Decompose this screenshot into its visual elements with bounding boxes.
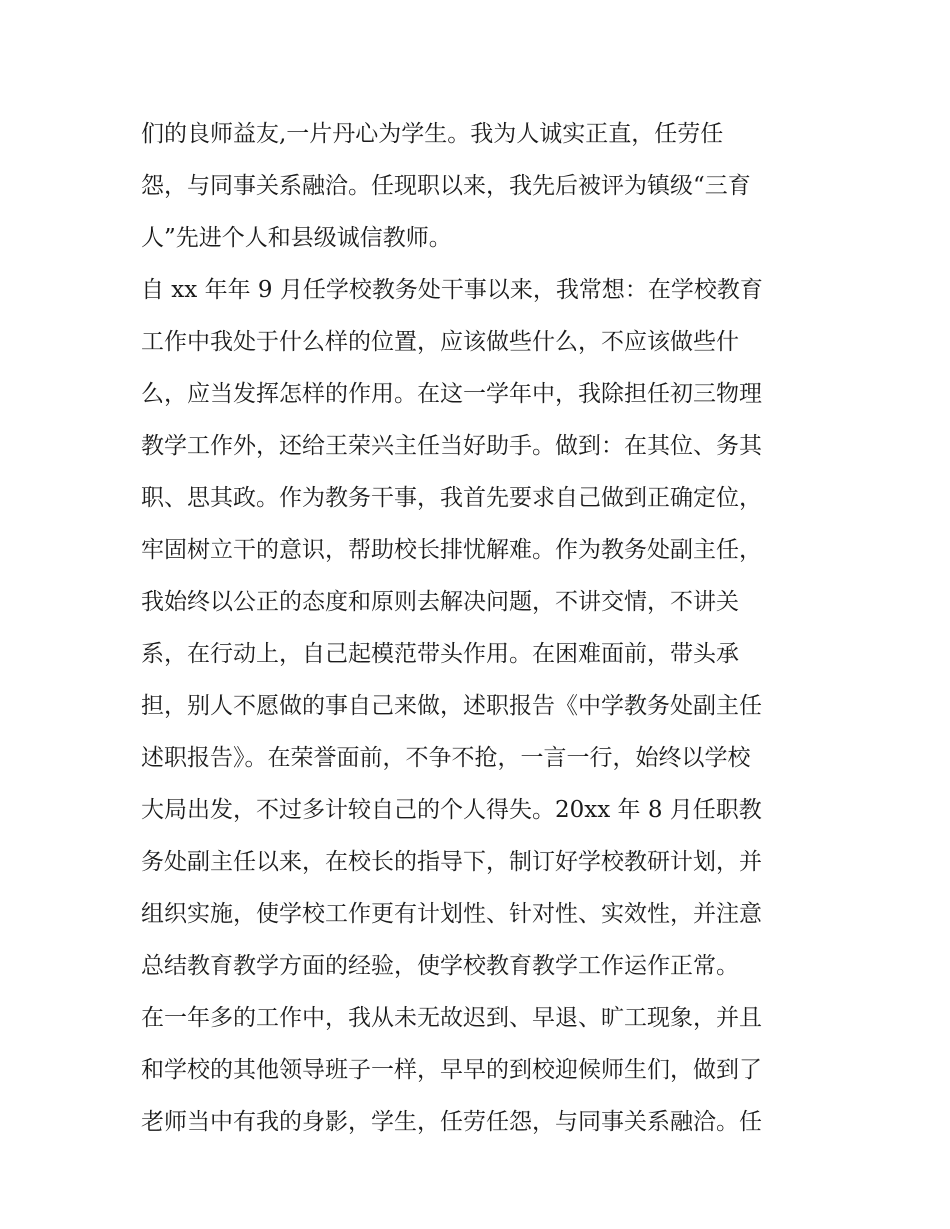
text-line: 系，在行动上，自己起模范带头作用。在困难面前，带头承 xyxy=(141,641,739,667)
text-line: 教学工作外，还给王荣兴主任当好助手。做到：在其位、务其 xyxy=(141,433,762,459)
document-body xyxy=(141,108,816,1148)
text-line: 怨，与同事关系融洽。任现职以来，我先后被评为镇级“三育 xyxy=(141,173,751,199)
text-line: 和学校的其他领导班子一样，早早的到校迎候师生们，做到了 xyxy=(141,1057,762,1083)
text-line: 职、思其政。作为教务干事，我首先要求自己做到正确定位， xyxy=(141,485,762,511)
text-line: 工作中我处于什么样的位置，应该做些什么，不应该做些什 xyxy=(141,329,739,355)
text-line: 们的良师益友,一片丹心为学生。我为人诚实正直，任劳任 xyxy=(141,121,724,147)
text-line: 么，应当发挥怎样的作用。在这一学年中，我除担任初三物理 xyxy=(141,381,762,407)
text-line: 老师当中有我的身影，学生，任劳任怨，与同事关系融洽。任 xyxy=(141,1109,762,1135)
text-line: 述职报告》。在荣誉面前，不争不抢，一言一行，始终以学校 xyxy=(141,745,751,771)
text-line: 牢固树立干的意识，帮助校长排忧解难。作为教务处副主任， xyxy=(141,537,762,563)
text-line: 担，别人不愿做的事自己来做，述职报告《中学教务处副主任 xyxy=(141,693,762,719)
text-line: 总结教育教学方面的经验，使学校教育教学工作运作正常。 xyxy=(141,953,739,979)
text-line: 组织实施，使学校工作更有计划性、针对性、实效性，并注意 xyxy=(141,901,762,927)
text-line: 大局出发，不过多计较自己的个人得失。20xx 年 8 月任职教 xyxy=(141,797,762,823)
text-line: 我始终以公正的态度和原则去解决问题，不讲交情，不讲关 xyxy=(141,589,739,615)
text-line: 在一年多的工作中，我从未无故迟到、早退、旷工现象，并且 xyxy=(141,1005,762,1031)
text-line: 自 xx 年年 9 月任学校教务处干事以来，我常想：在学校教育 xyxy=(141,277,763,303)
text-line: 人”先进个人和县级诚信教师。 xyxy=(141,225,452,251)
text-line: 务处副主任以来，在校长的指导下，制订好学校教研计划，并 xyxy=(141,849,762,875)
